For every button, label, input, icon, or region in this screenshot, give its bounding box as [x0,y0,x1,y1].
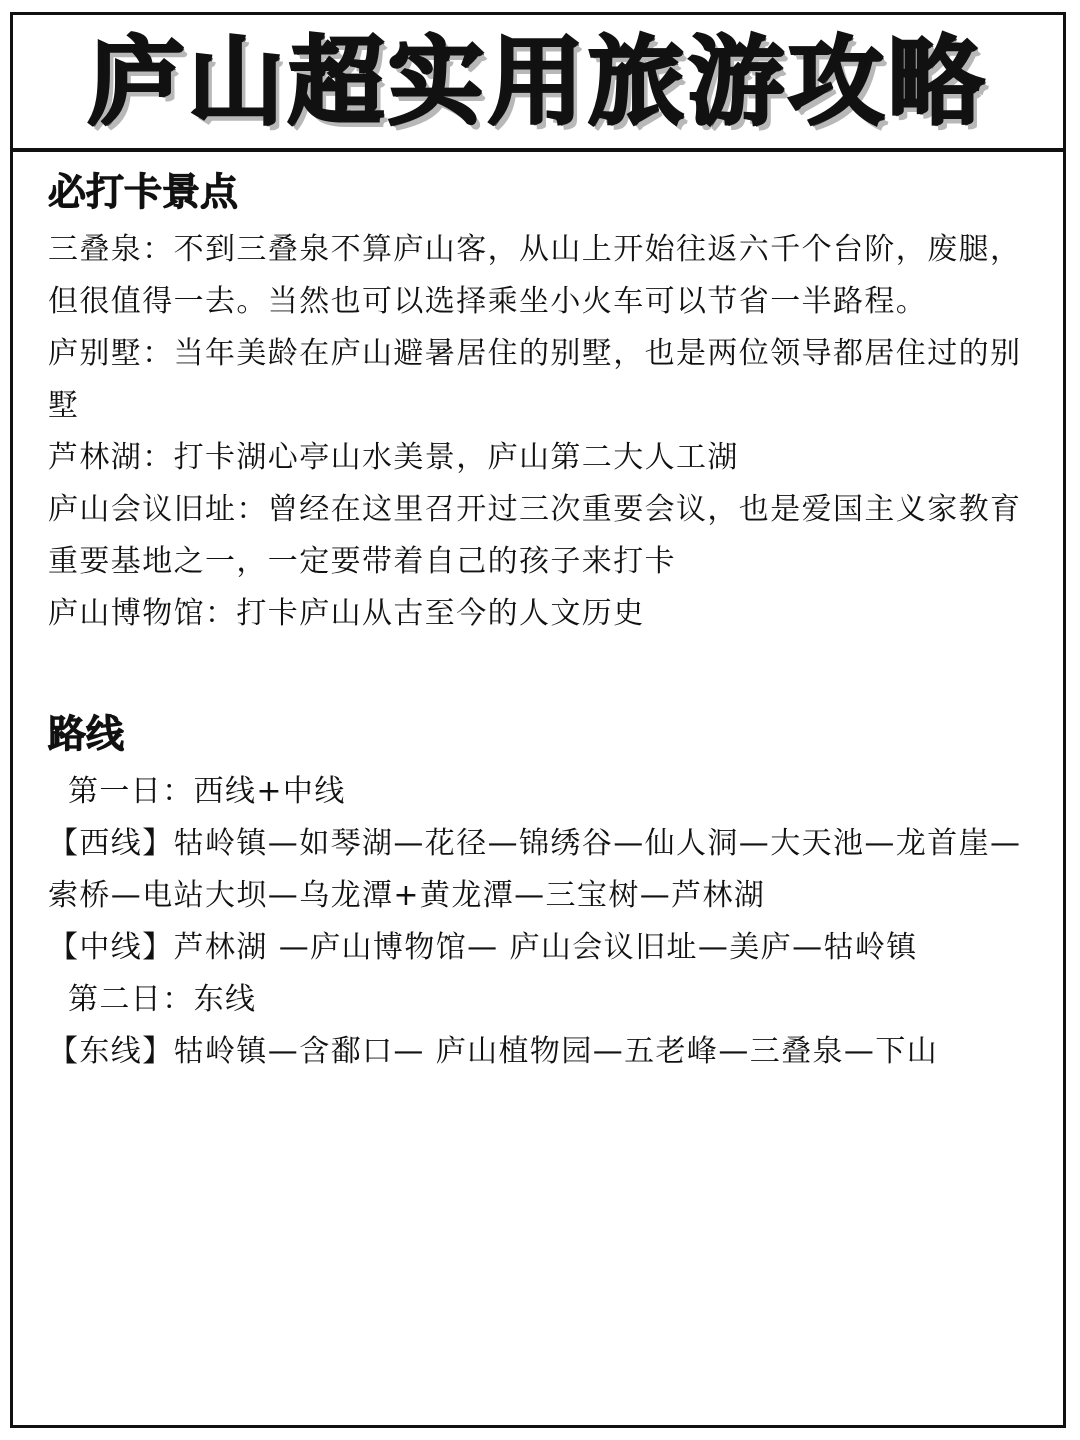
attractions-heading: 必打卡景点 [48,170,239,214]
route-day-1: 第一日：西线+中线 [68,774,346,809]
route-day-2: 第二日：东线 [68,982,257,1017]
route-east-line: 【东线】牯岭镇—含鄱口— 庐山植物园—五老峰—三叠泉—下山 [48,1034,939,1069]
route-west-line: 【西线】牯岭镇—如琴湖—花径—锦绣谷—仙人洞—大天池—龙首崖—索桥—电站大坝—乌龙潭+黄龙潭—三宝树—芦林湖 [48,826,1022,913]
attraction-item: 庐山会议旧址：曾经在这里召开过三次重要会议，也是爱国主义家教育重要基地之一，一定要带着自己的孩子来打卡 [48,492,1022,579]
routes-heading: 路线 [48,712,125,756]
section-spacer [48,640,1038,692]
guide-content [48,160,1038,1078]
attraction-item: 芦林湖：打卡湖心亭山水美景，庐山第二大人工湖 [48,440,739,475]
page-title: 庐山超实用旅游攻略 [88,26,988,138]
title-band [10,12,1066,152]
attraction-item: 庐山博物馆：打卡庐山从古至今的人文历史 [48,596,645,631]
attraction-item: 庐别墅：当年美龄在庐山避暑居住的别墅，也是两位领导都居住过的别墅 [48,336,1022,423]
attraction-item: 三叠泉：不到三叠泉不算庐山客，从山上开始往返六千个台阶，废腿，但很值得一去。当然也可以选择乘坐小火车可以节省一半路程。 [48,232,1022,319]
route-middle-line: 【中线】芦林湖 —庐山博物馆— 庐山会议旧址—美庐—牯岭镇 [48,930,918,965]
